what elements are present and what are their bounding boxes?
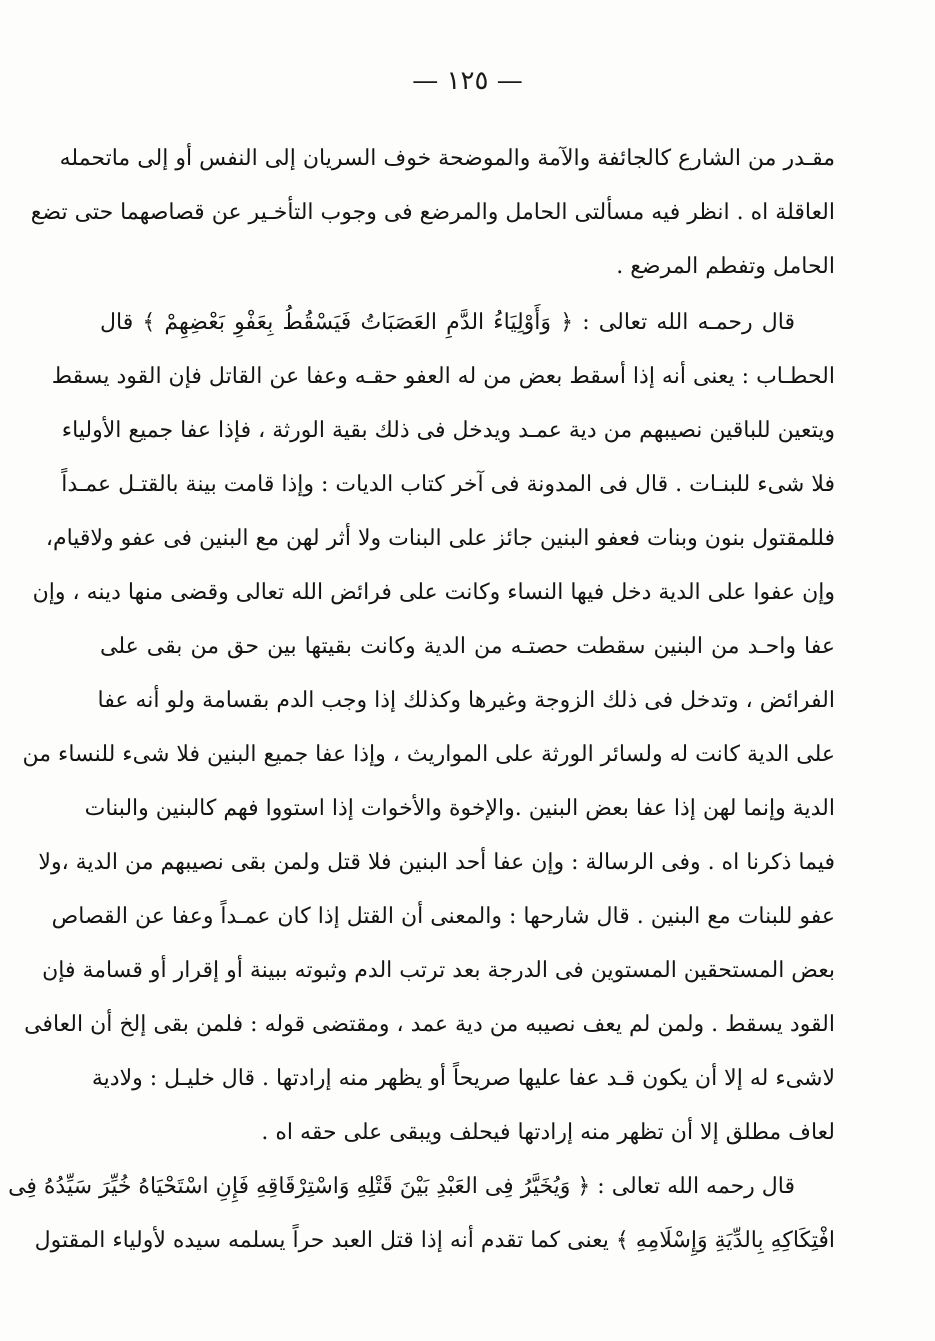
text-line: بعض المستحقين المستوين فى الدرجة بعد ترتب الدم وثبوته ببينة أو إقرار أو قسامة فإن bbox=[42, 958, 835, 983]
text-line: لاشىء له إلا أن يكون قـد عفا عليها صريحاً أو يظهر منه إرادتها . قال خليـل : ولادية bbox=[91, 1066, 835, 1091]
paragraph-2 bbox=[22, 296, 835, 1160]
page-number: — ١٢٥ — bbox=[412, 66, 523, 96]
text-line: على الدية كانت له ولسائر الورثة على المواريث ، وإذا عفا جميع البنين فلا شىء للنساء من bbox=[22, 742, 835, 767]
text-line: الحطـاب : يعنى أنه إذا أسقط بعض من له العفو حقـه وعفا عن القاتل فإن القود يسقط bbox=[51, 364, 835, 389]
text-line: افْتِكَاكِهِ بِالدِّيَةِ وَإِسْلَامِهِ ﴾ يعنى كما تقدم أنه إذا قتل العبد حراً يسلمه سيده لأولياء المقتول bbox=[34, 1228, 835, 1253]
paragraph-3 bbox=[8, 1160, 835, 1268]
text-line: قال رحمه الله تعالى : ﴿ وَيُخَيَّرُ فِى العَبْدِ بَيْنَ قَتْلِهِ وَاسْتِرْقَاقِهِ فَإِنِ اسْتَحْيَاهُ خُيِّرَ سَيِّدُهُ فِى bbox=[8, 1174, 795, 1199]
text-line: فلا شىء للبنـات . قال فى المدونة فى آخر كتاب الديات : وإذا قامت بينة بالقتـل عمـداً bbox=[61, 472, 835, 497]
text-line: مقـدر من الشارع كالجائفة والآمة والموضحة خوف السريان إلى النفس أو إلى ماتحمله bbox=[59, 146, 835, 171]
text-line: ويتعين للباقين نصيبهم من دية عمـد ويدخل فى ذلك بقية الورثة ، فإذا عفا جميع الأولياء bbox=[61, 418, 835, 443]
text-line: العاقلة اه . انظر فيه مسألتى الحامل والمرضع فى وجوب التأخـير عن قصاصهما حتى تضع bbox=[30, 200, 835, 225]
text-line: الدية وإنما لهن إذا عفا بعض البنين .والإخوة والأخوات إذا استووا فهم كالبنين والبنات bbox=[84, 796, 835, 821]
text-line: فيما ذكرنا اه . وفى الرسالة : وإن عفا أحد البنين فلا قتل ولمن بقى نصيبهم من الدية ،ولا bbox=[38, 850, 835, 875]
text-line: عفا واحـد من البنين سقطت حصتـه من الدية وكانت بقيتها بين حق من بقى على bbox=[100, 634, 835, 659]
text-line: الحامل وتفطم المرضع . bbox=[616, 254, 835, 279]
text-line: قال رحمـه الله تعالى : ﴿ وَأَوْلِيَاءُ الدَّمِ العَصَبَاتُ فَيَسْقُطُ بِعَفْوِ بَعْضِهِمْ ﴾ قال bbox=[100, 310, 795, 335]
paragraph-1 bbox=[30, 132, 835, 294]
text-line: فللمقتول بنون وبنات فعفو البنين جائز على البنات ولا أثر لهن مع البنين فى عفو ولاقيام، bbox=[45, 526, 835, 551]
text-line: عفو للبنات مع البنين . قال شارحها : والمعنى أن القتل إذا كان عمـداً وعفا عن القصاص bbox=[51, 904, 835, 929]
text-line: الفرائض ، وتدخل فى ذلك الزوجة وغيرها وكذلك إذا وجب الدم بقسامة ولو أنه عفا bbox=[97, 688, 835, 713]
text-line: لعاف مطلق إلا أن تظهر منه إرادتها فيحلف ويبقى على حقه اه . bbox=[261, 1120, 835, 1145]
text-line: وإن عفوا على الدية دخل فيها النساء وكانت على فرائض الله تعالى وقضى منها دينه ، وإن bbox=[32, 580, 835, 605]
text-line: القود يسقط . ولمن لم يعف نصيبه من دية عمد ، ومقتضى قوله : فلمن بقى إلخ أن العافى bbox=[24, 1012, 835, 1037]
